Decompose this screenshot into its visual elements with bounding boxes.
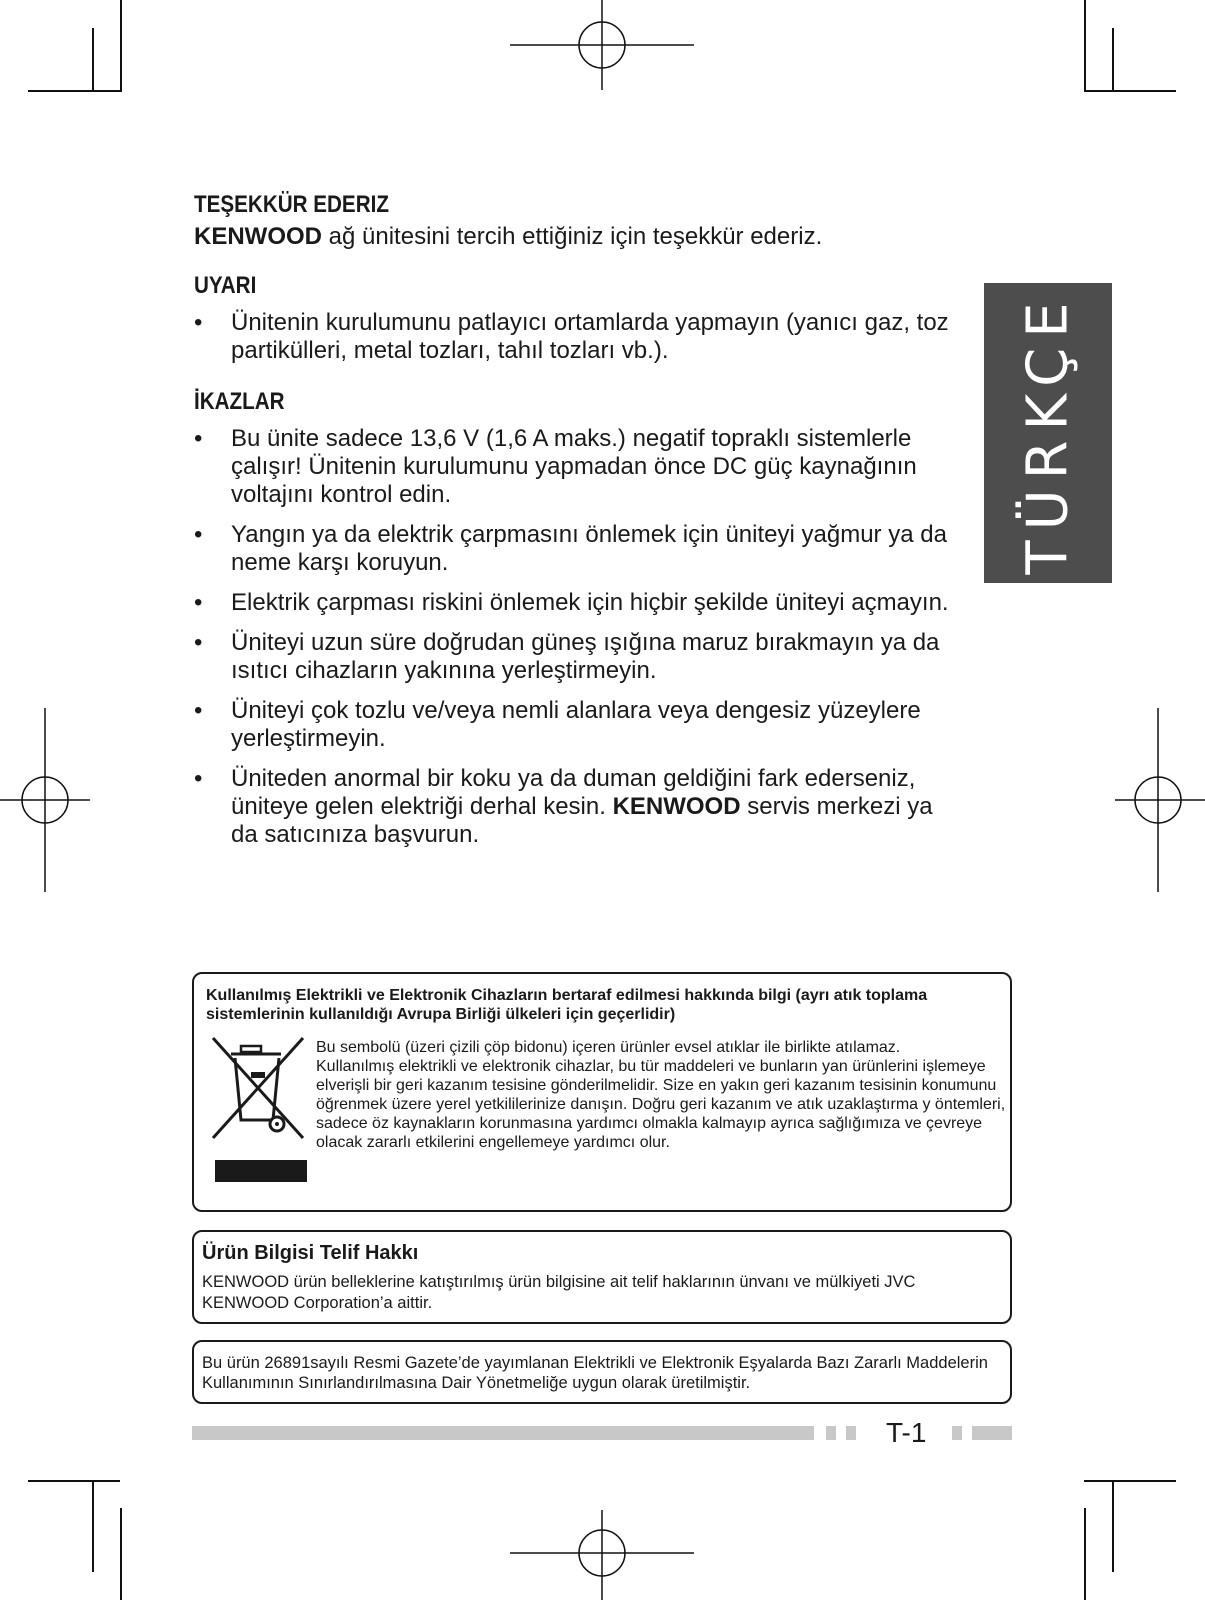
- registration-mark-right: [1113, 708, 1205, 892]
- footer-bar: [952, 1426, 962, 1440]
- warning-title: UYARI: [194, 272, 257, 299]
- regulation-text: Bu ürün 26891sayılı Resmi Gazete’de yayımlanan Elektrikli ve Elektronik Eşyalarda Bazı Zararlı Maddelerin Kullanımının Sınırlandırılmasına Dair Yönetmeliğe uygun olarak üretilmiştir.: [202, 1354, 988, 1392]
- thanks-text: KENWOOD ağ ünitesini tercih ettiğiniz için teşekkür ederiz.: [194, 223, 823, 250]
- weee-title: Kullanılmış Elektrikli ve Elektronik Cihazların bertaraf edilmesi hakkında bilgi (ayrı atık toplama sistemlerinin kullanıldığı Avrupa Birliği ülkeleri için geçerlidir): [206, 987, 928, 1023]
- footer-bar: [826, 1426, 836, 1440]
- list-item: • Yangın ya da elektrik çarpmasını önlemek için üniteyi yağmur ya da neme karşı koruyun.: [194, 521, 947, 576]
- warning-list: [194, 309, 964, 365]
- list-item: • Ünitenin kurulumunu patlayıcı ortamlarda yapmayın (yanıcı gaz, toz partikülleri, metal tozları, tahıl tozları vb.).: [194, 309, 949, 364]
- thanks-title: TEŞEKKÜR EDERIZ: [194, 191, 389, 218]
- list-item: • Elektrik çarpması riskini önlemek için hiçbir şekilde üniteyi açmayın.: [194, 589, 949, 616]
- copyright-box: [192, 1230, 1012, 1324]
- page-number: T-1: [886, 1417, 927, 1448]
- weee-notice-box: [192, 972, 1012, 1212]
- brand-name: KENWOOD: [612, 793, 741, 820]
- weee-body: [316, 1038, 1006, 1152]
- footer-bar: [846, 1426, 856, 1440]
- main-content: [194, 190, 964, 861]
- registration-mark-top: [510, 0, 700, 92]
- cautions-title: İKAZLAR: [194, 388, 285, 415]
- registration-mark-left: [0, 708, 92, 892]
- copyright-text: KENWOOD ürün belleklerine katıştırılmış ürün bilgisine ait telif haklarının ünvanı ve mülkiyeti JVC KENWOOD Corporation’a aittir.: [202, 1273, 916, 1312]
- crossed-out-bin-icon: [211, 1036, 311, 1186]
- list-item: • Üniteyi çok tozlu ve/veya nemli alanlara veya dengesiz yüzeylere yerleştirmeyin.: [194, 697, 921, 752]
- copyright-title: Ürün Bilgisi Telif Hakkı: [202, 1242, 419, 1264]
- registration-mark-bottom: [510, 1508, 700, 1600]
- footer-bar: [192, 1426, 814, 1440]
- regulation-box: [192, 1340, 1012, 1404]
- list-item: • Üniteden anormal bir koku ya da duman geldiğini fark ederseniz, üniteye gelen elektriği derhal kesin. KENWOOD servis merkezi ya da satıcınıza başvurun.: [194, 765, 933, 848]
- weee-paragraph: Bu sembolü (üzeri çizili çöp bidonu) içeren ürünler evsel atıklar ile birlikte atılamaz.: [316, 1039, 901, 1056]
- weee-paragraph: Kullanılmış elektrikli ve elektronik cihazlar, bu tür maddeleri ve bunların yan ürünlerini işlemeye elverişli bir geri kazanım tesisine gönderilmelidir. Size en yakın geri kazanım tesisinin konumunu öğrenmek üzere yerel yetkililerinize danışın. Doğru geri kazanım ve atık uzaklaştırma y öntemleri, sadece öz kaynakların korunmasına yardımcı olmakla kalmayıp ayrıca sağlığımıza ve çevreye olacak zararlı etkilerini engellemeye yardımcı olur.: [316, 1058, 1006, 1151]
- language-tab: [984, 283, 1112, 583]
- footer-bar: [972, 1426, 1012, 1440]
- language-tab-label: TÜRKÇE: [1015, 291, 1081, 575]
- list-item: • Üniteyi uzun süre doğrudan güneş ışığına maruz bırakmayın ya da ısıtıcı cihazların yakınına yerleştirmeyin.: [194, 629, 940, 684]
- list-item: • Bu ünite sadece 13,6 V (1,6 A maks.) negatif topraklı sistemlerle çalışır! Ünitenin kurulumunu yapmadan önce DC güç kaynağının voltajını kontrol edin.: [194, 425, 917, 508]
- brand-name: KENWOOD: [194, 223, 322, 250]
- cautions-list: [194, 425, 964, 849]
